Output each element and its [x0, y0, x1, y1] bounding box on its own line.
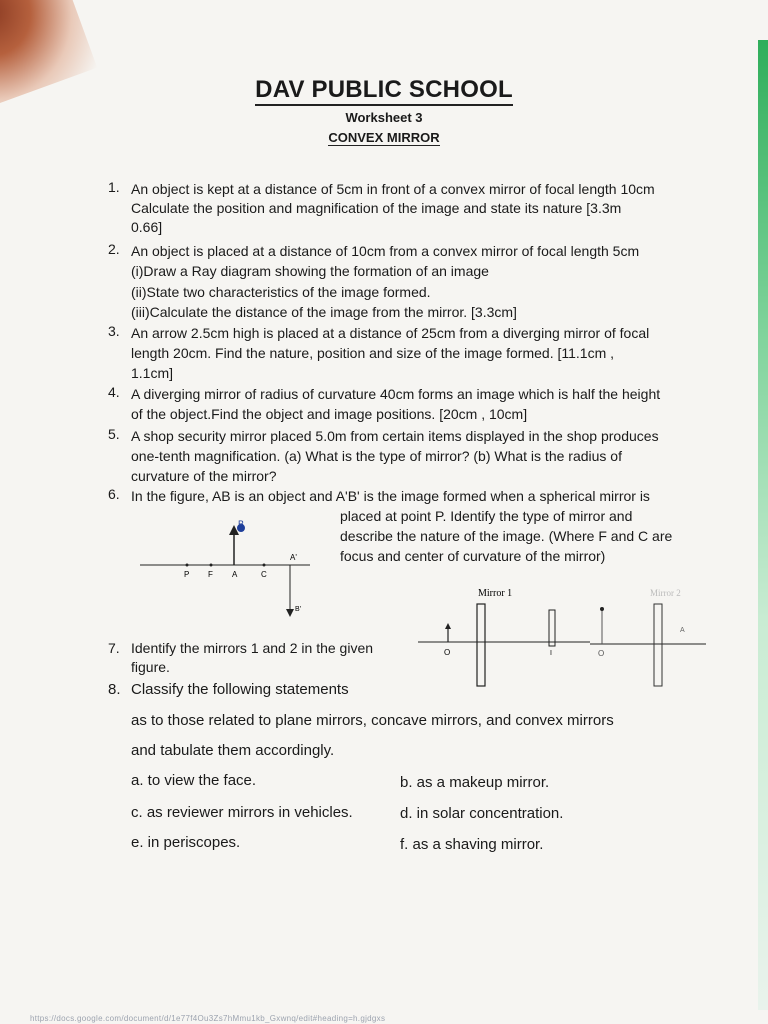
option-item: e. in periscopes. [131, 834, 241, 851]
footer-url: https://docs.google.com/document/d/1e77f4Ou3Zs7hMmu1kb_Gxwnq/edit#heading=h.gjdgxs [30, 1014, 386, 1023]
label-o: O [444, 648, 451, 657]
question-8-line: Classify the following statements [131, 681, 349, 698]
worksheet-label: Worksheet 3 [345, 110, 423, 125]
label-b-prime: B' [295, 606, 302, 613]
option-item: b. as a makeup mirror. [400, 774, 550, 791]
label-i: I [550, 650, 552, 657]
option-item: c. as reviewer mirrors in vehicles. [131, 804, 353, 821]
figure-question-7 [410, 582, 710, 692]
image-arrow [549, 610, 555, 646]
question-6-line: In the figure, AB is an object and A'B' is the image formed when a spherical mirror is [131, 488, 650, 504]
question-1-line: Calculate the position and magnification of the image and state its nature [3.3m [131, 200, 622, 216]
label-a-2: A [680, 627, 685, 634]
mirror-2 [654, 604, 662, 686]
question-1-line: An object is kept at a distance of 5cm in front of a convex mirror of focal length 10cm [131, 181, 655, 197]
option-item: a. to view the face. [131, 772, 257, 789]
label-b: B [238, 519, 245, 529]
question-7-line: Identify the mirrors 1 and 2 in the given [131, 640, 374, 656]
question-4-line: of the object.Find the object and image positions. [20cm , 10cm] [131, 406, 528, 422]
question-6-line: placed at point P. Identify the type of mirror and [340, 508, 633, 524]
question-8-line: and tabulate them accordingly. [131, 742, 335, 759]
question-3-line: An arrow 2.5cm high is placed at a distance of 25cm from a diverging mirror of focal [131, 325, 650, 341]
option-item: d. in solar concentration. [400, 805, 564, 822]
question-3-line: 1.1cm] [131, 365, 174, 381]
label-p: P [184, 570, 190, 579]
question-2-line: (i)Draw a Ray diagram showing the formation of an image [131, 263, 489, 279]
label-a-prime: A' [290, 553, 297, 562]
topic-title: CONVEX MIRROR [328, 130, 440, 145]
question-2-line: An object is placed at a distance of 10cm from a convex mirror of focal length 5cm [131, 243, 640, 259]
question-number: 1. [108, 179, 120, 195]
question-2-line: (iii)Calculate the distance of the image from the mirror. [3.3cm] [131, 304, 517, 320]
question-number: 3. [108, 323, 120, 339]
label-o-2: O [598, 649, 605, 658]
question-5-line: A shop security mirror placed 5.0m from certain items displayed in the shop produces [131, 428, 659, 444]
question-4-line: A diverging mirror of radius of curvature 40cm forms an image which is half the height [131, 386, 661, 402]
background-edge [758, 40, 768, 1010]
question-3-line: length 20cm. Find the nature, position and size of the image formed. [11.1cm , [131, 345, 615, 361]
mirror-1-label: Mirror 1 [478, 588, 513, 599]
question-2-line: (ii)State two characteristics of the image formed. [131, 284, 431, 300]
school-title: DAV PUBLIC SCHOOL [0, 76, 768, 104]
question-8-line: as to those related to plane mirrors, concave mirrors, and convex mirrors [131, 712, 614, 729]
question-7-line: figure. [131, 659, 170, 675]
question-1-line: 0.66] [131, 219, 163, 235]
question-6-line: focus and center of curvature of the mirror) [340, 548, 606, 564]
question-number: 2. [108, 241, 120, 257]
label-c: C [261, 570, 267, 579]
mirror-2-label: Mirror 2 [650, 588, 681, 598]
question-5-line: one-tenth magnification. (a) What is the type of mirror? (b) What is the radius of [131, 448, 622, 464]
label-a: A [232, 570, 238, 579]
question-number: 5. [108, 426, 120, 442]
question-number: 7. [108, 640, 120, 656]
question-number: 4. [108, 384, 120, 400]
mirror-1 [477, 604, 485, 686]
question-number: 8. [108, 681, 121, 698]
image-arrowhead [286, 609, 294, 617]
question-number: 6. [108, 486, 120, 502]
option-item: f. as a shaving mirror. [400, 836, 544, 853]
question-6-line: describe the nature of the image. (Where F and C are [340, 528, 673, 544]
figure-question-6 [140, 515, 320, 625]
question-5-line: curvature of the mirror? [131, 468, 277, 484]
label-f: F [208, 570, 213, 579]
